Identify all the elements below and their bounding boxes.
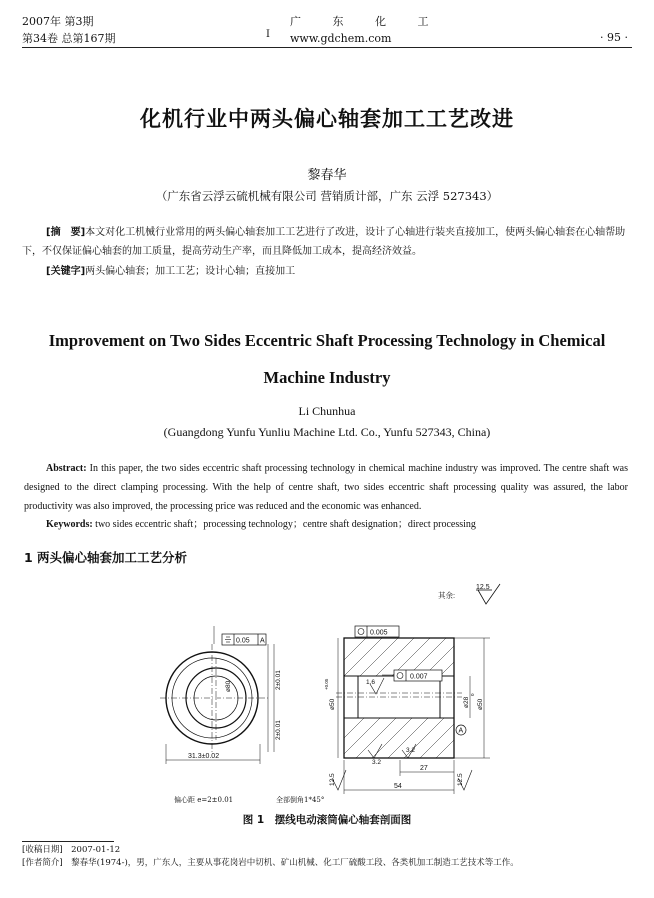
position-tolerance: 0.007: [410, 673, 428, 681]
roughness-4: 12.5: [329, 773, 336, 786]
footnote-rule: [22, 841, 114, 842]
english-keywords: [46, 515, 476, 530]
section-view: [332, 626, 490, 794]
rest-roughness-value: 12.5: [476, 584, 490, 591]
flatness-tolerance: 0.005: [370, 629, 388, 637]
symmetry-datum: A: [260, 637, 265, 645]
rest-label: 其余:: [438, 591, 456, 600]
chinese-abstract-text: 本文对化工机械行业常用的两头偏心轴套加工工艺进行了改进，设计了心轴进行装夹直接加工，使两头偏心轴套在心轴帮助下，不仅保证偏心轴套的加工质量，提高劳动生产率，而且降低加工成本，提高经济效益。: [22, 227, 626, 257]
english-title-line2: Machine Industry: [263, 368, 391, 387]
header-center: [290, 13, 443, 47]
width-dimension: 31.3±0.02: [188, 753, 220, 760]
header-mark: I: [266, 29, 270, 40]
journal-website: www.gdchem.com: [290, 32, 392, 45]
bore-diameter-left: ø80: [225, 680, 232, 692]
roughness-5: 12.5: [457, 773, 464, 786]
english-keywords-label: Keywords:: [46, 519, 93, 530]
symmetry-tolerance: 0.05: [236, 637, 250, 645]
header-left: [22, 13, 116, 47]
footnotes: [22, 844, 519, 870]
english-abstract-text: In this paper, the two sides eccentric shaft processing technology in chemical machine industry was improved. The centre shaft was designed to the direct clamping processing. With the help of centre shaft, two sides eccentric shaft processing quality was assured, the labor productivity was also improved, the processing price was reduced and the economic was enhanced.: [24, 463, 628, 512]
chamfer-note: 全部倒角1*45°: [276, 796, 325, 804]
inner-diameter: ø28: [463, 696, 470, 708]
chinese-keywords-label: [关键字]: [46, 266, 86, 277]
figure-caption: 图 1 摆线电动滚筒偏心轴套剖面图: [242, 814, 412, 826]
eccentric-dim-2: 2±0.01: [275, 720, 282, 740]
english-title: [0, 322, 654, 396]
right-diameter: ø50: [477, 698, 484, 710]
english-keywords-text: two sides eccentric shaft；processing technology；centre shaft designation；direct processing: [92, 519, 476, 530]
journal-name: 广 东 化 工: [290, 15, 443, 28]
chinese-abstract-label: [摘 要]: [46, 227, 86, 238]
outer-diameter: ø50: [329, 698, 336, 710]
inner-tolerance-lower: 0: [470, 693, 475, 696]
english-author: Li Chunhua: [298, 404, 356, 418]
issue-info: 2007年 第3期: [22, 15, 94, 28]
english-abstract: [24, 459, 628, 516]
chinese-affiliation: （广东省云浮云硫机械有限公司 营销质计部，广东 云浮 527343）: [155, 189, 499, 203]
header-rule: [22, 47, 632, 48]
length-27: 27: [420, 765, 428, 772]
page-number: · 95 ·: [600, 31, 628, 44]
datum-label: A: [458, 727, 464, 735]
length-54: 54: [394, 783, 402, 790]
roughness-2: 3.2: [372, 759, 382, 766]
chinese-keywords: [46, 262, 295, 277]
english-abstract-label: Abstract:: [46, 463, 87, 474]
section-heading: 1 两头偏心轴套加工工艺分析: [24, 550, 188, 565]
end-view: [160, 626, 274, 764]
chinese-keywords-text: 两头偏心轴套；加工工艺；设计心轴；直接加工: [85, 266, 296, 277]
volume-info: 第34卷 总第167期: [22, 32, 116, 45]
english-title-line1: Improvement on Two Sides Eccentric Shaft Processing Technology in Chemical: [48, 331, 606, 350]
roughness-3: 3.2: [406, 747, 416, 754]
chinese-abstract: [22, 223, 630, 261]
english-affiliation: (Guangdong Yunfu Yunliu Machine Ltd. Co., Yunfu 527343, China): [163, 425, 491, 439]
engineering-drawing: [150, 580, 520, 820]
received-date: [收稿日期] 2007-01-12: [22, 845, 121, 855]
author-bio: [作者简介] 黎春华(1974-)，男，广东人，主要从事花岗岩中切机、矿山机械、化工厂硫酸工段、各类机加工制造工艺技术等工作。: [22, 858, 519, 868]
roughness-1: 1.6: [366, 679, 376, 686]
chinese-title: 化机行业中两头偏心轴套加工工艺改进: [140, 107, 514, 131]
chinese-author: 黎春华: [307, 168, 347, 183]
eccentricity-note: 偏心距 e=2±0.01: [174, 796, 234, 804]
eccentric-dim-1: 2±0.01: [275, 670, 282, 690]
outer-tolerance-upper: +0.05: [324, 678, 329, 690]
